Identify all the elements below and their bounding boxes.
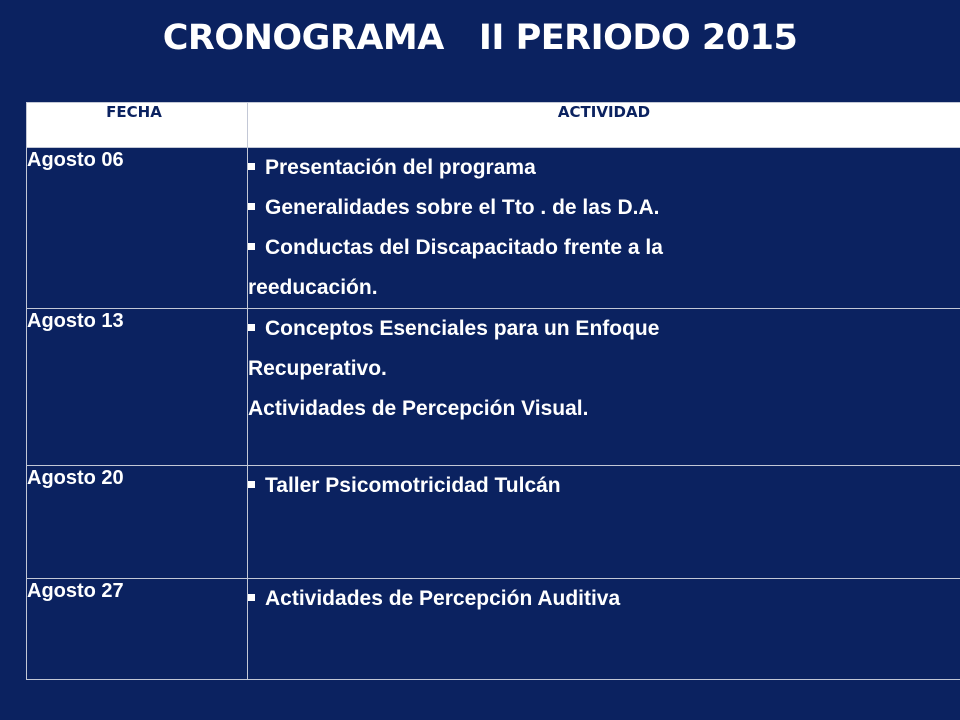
activity-item: Generalidades sobre el Tto . de las D.A. bbox=[248, 188, 960, 228]
square-bullet-icon bbox=[248, 243, 255, 250]
activity-continuation: reeducación. bbox=[248, 276, 378, 299]
column-header-actividad: ACTIVIDAD bbox=[248, 103, 960, 148]
activity-item: Actividades de Percepción Auditiva bbox=[248, 579, 960, 619]
date-cell: Agosto 06 bbox=[27, 148, 248, 309]
activity-continuation: Actividades de Percepción Visual. bbox=[248, 397, 589, 420]
square-bullet-icon bbox=[248, 163, 255, 170]
activity-cell bbox=[248, 466, 960, 579]
activity-cell bbox=[248, 148, 960, 309]
table-header-row bbox=[27, 103, 960, 148]
square-bullet-icon bbox=[248, 203, 255, 210]
activity-item: Conductas del Discapacitado frente a la bbox=[248, 228, 960, 268]
date-cell: Agosto 13 bbox=[27, 309, 248, 466]
activity-cell bbox=[248, 309, 960, 466]
page-title: CRONOGRAMA II PERIODO 2015 bbox=[162, 18, 798, 58]
activity-item: Presentación del programa bbox=[248, 148, 960, 188]
date-cell: Agosto 27 bbox=[27, 579, 248, 680]
activity-continuation: Recuperativo. bbox=[248, 357, 387, 380]
activity-item: Taller Psicomotricidad Tulcán bbox=[248, 466, 960, 506]
activity-cell bbox=[248, 579, 960, 680]
column-header-fecha: FECHA bbox=[27, 103, 248, 148]
schedule-table bbox=[26, 102, 960, 680]
square-bullet-icon bbox=[248, 324, 255, 331]
square-bullet-icon bbox=[248, 594, 255, 601]
table-row bbox=[27, 466, 960, 579]
table-row bbox=[27, 309, 960, 466]
date-cell: Agosto 20 bbox=[27, 466, 248, 579]
table-row bbox=[27, 579, 960, 680]
square-bullet-icon bbox=[248, 481, 255, 488]
table-row bbox=[27, 148, 960, 309]
activity-item: Conceptos Esenciales para un Enfoque bbox=[248, 309, 960, 349]
